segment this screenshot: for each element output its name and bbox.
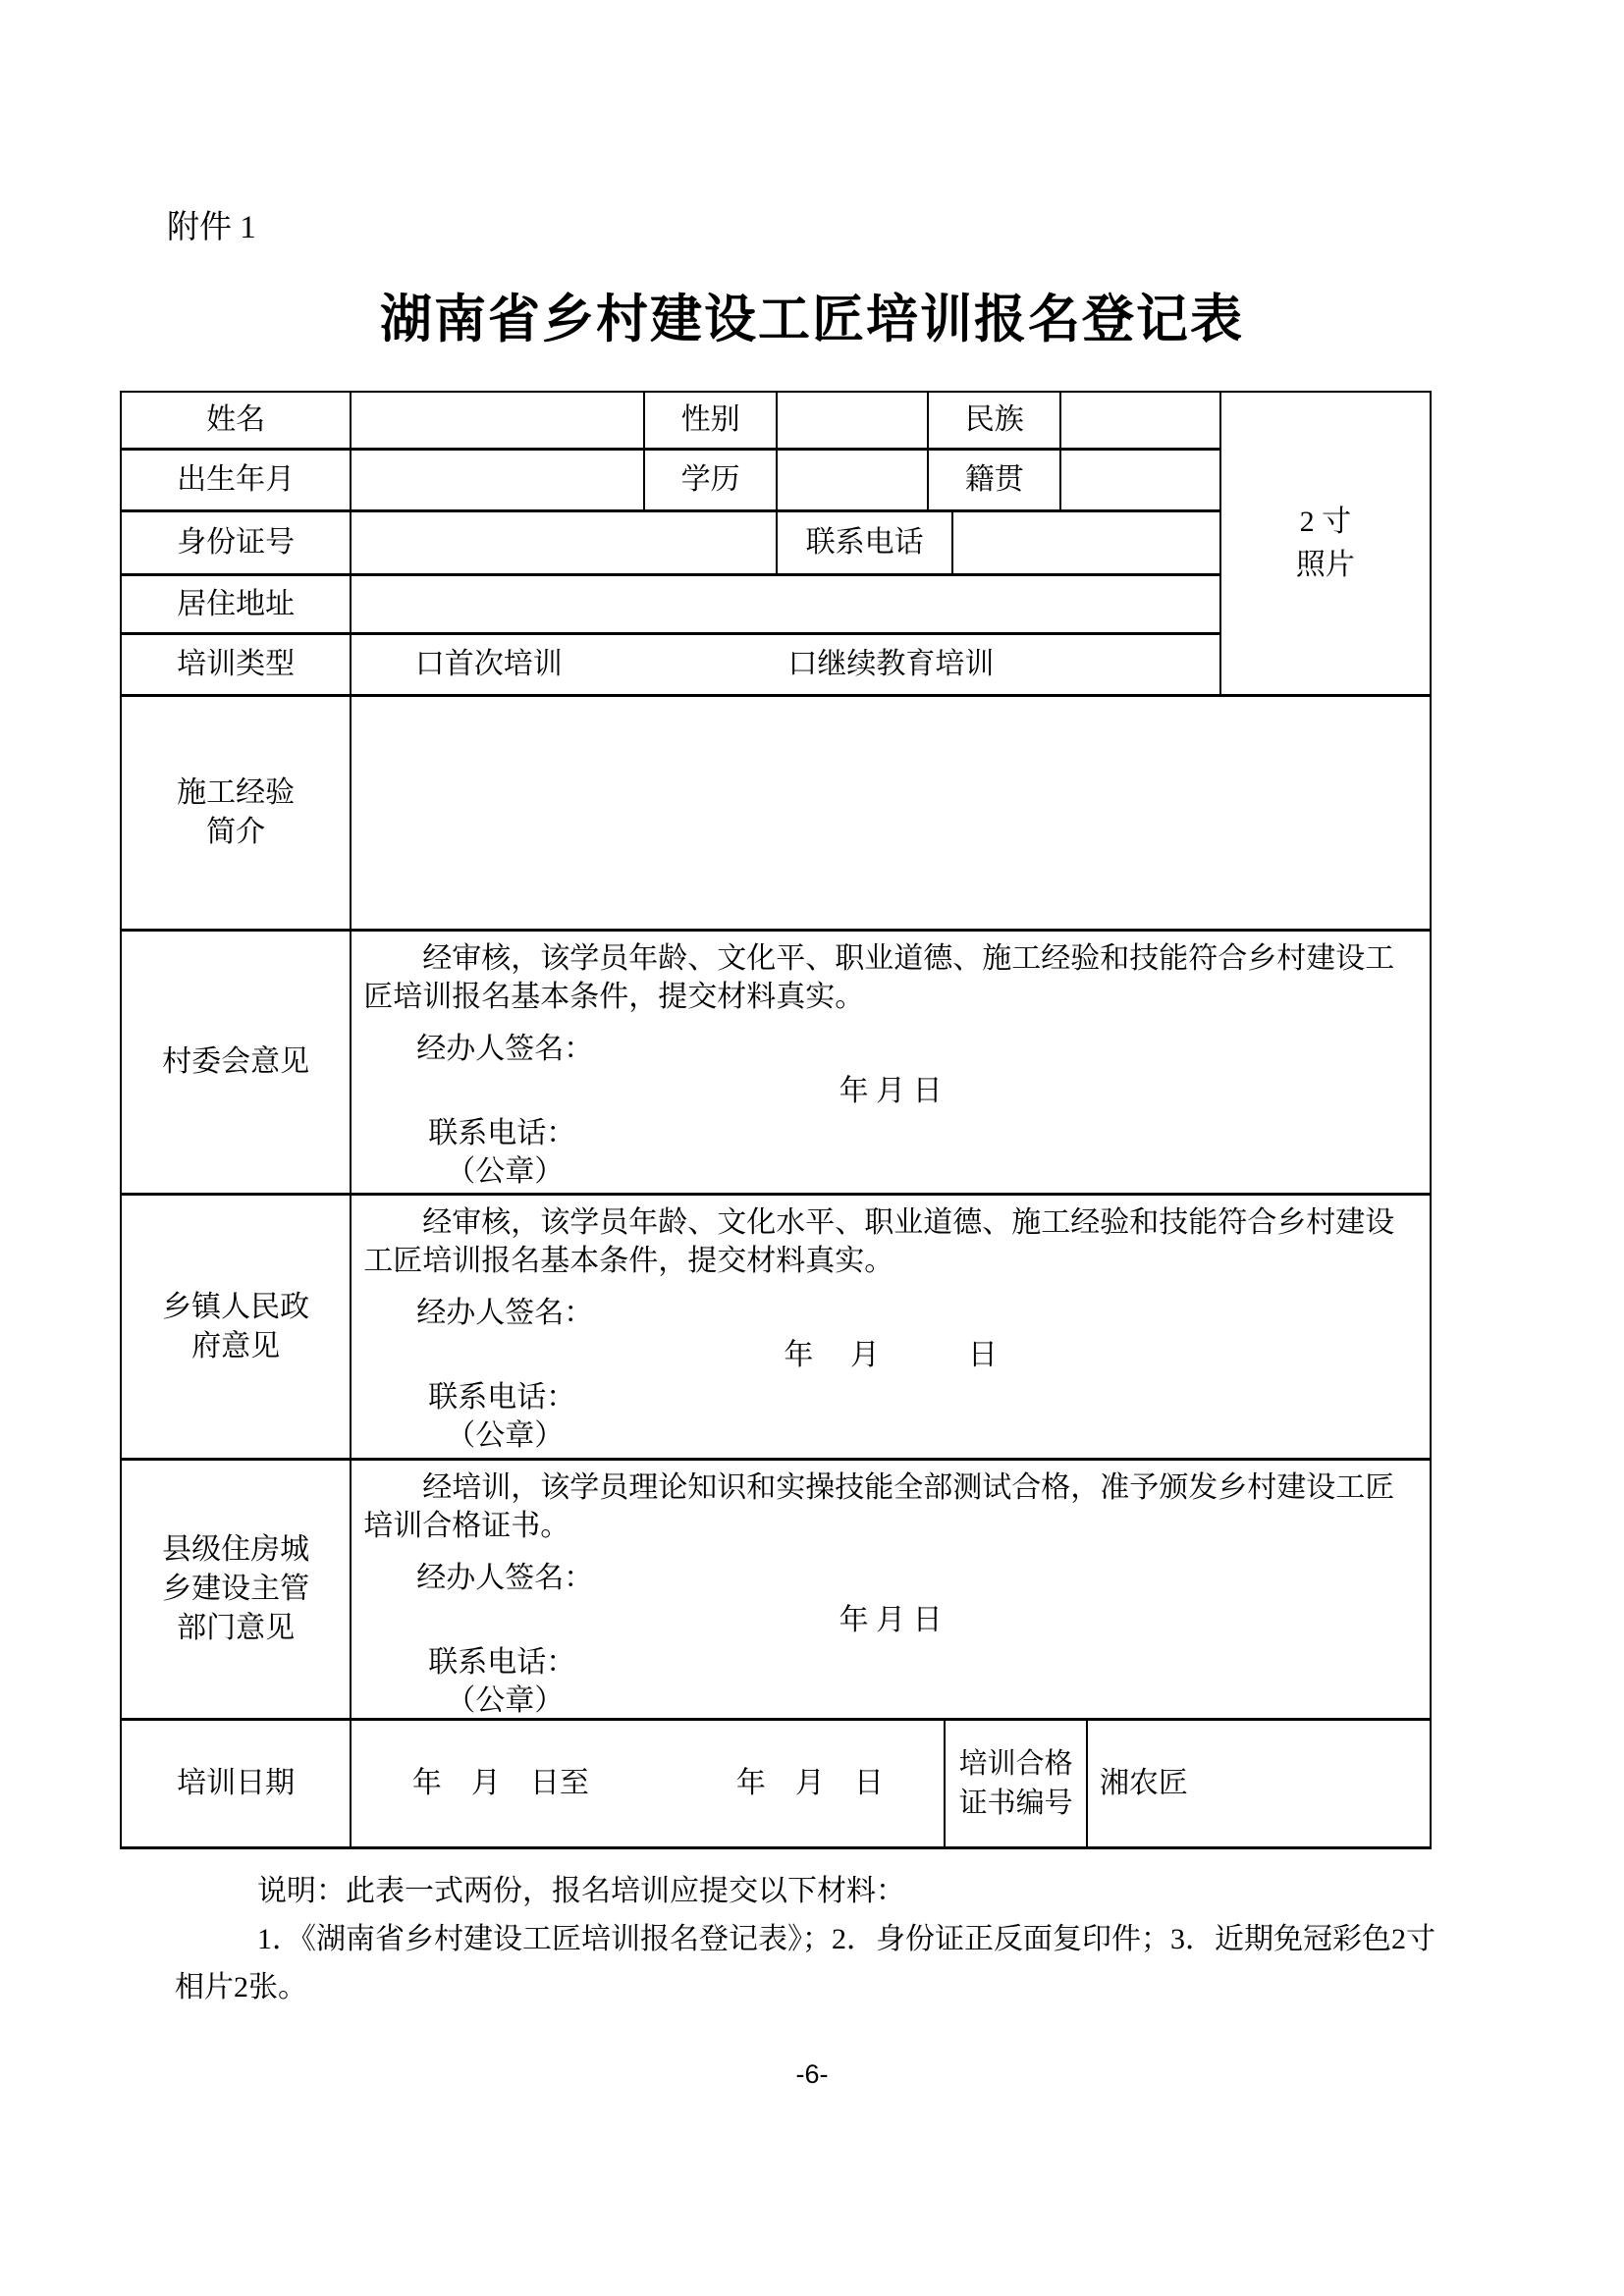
village-committee-label-line1: 村委会意见: [162, 1045, 310, 1078]
township-government-opinion-row: [122, 1196, 1430, 1461]
photo-placeholder-cell: [1219, 393, 1430, 697]
name-value-cell: [350, 393, 643, 448]
name-label-cell: 姓名: [206, 403, 266, 436]
attachment-label: 附件 1: [167, 210, 256, 245]
table-row: [122, 635, 1219, 697]
experience-label-line1: 施工经验: [177, 776, 296, 809]
township-government-label-line2: 府意见: [191, 1329, 281, 1362]
table-row: [122, 393, 1219, 451]
photo-label-line1: 2 寸: [1299, 505, 1352, 538]
certificate-number-label-line1: 培训合格: [958, 1748, 1073, 1780]
training-date-label-cell: 培训日期: [177, 1767, 296, 1799]
village-committee-label-cell: [122, 932, 350, 1193]
native-place-label-cell: 籍贯: [927, 451, 1059, 509]
personal-info-section: [122, 393, 1430, 697]
county-housing-dept-label-line1: 县级住房城: [162, 1533, 310, 1566]
notes-line1: 说明：此表一式两份，报名培训应提交以下材料：: [257, 1875, 905, 1907]
village-committee-phone-label: 联系电话：: [428, 1117, 576, 1149]
village-committee-body-cell: [350, 932, 1430, 1193]
township-government-label-line1: 乡镇人民政: [162, 1290, 310, 1323]
certificate-number-label-line2: 证书编号: [958, 1788, 1073, 1819]
village-committee-seal-label: （公章）: [446, 1155, 565, 1188]
township-government-signer-label: 经办人签名：: [416, 1297, 594, 1329]
address-value-cell: [350, 576, 1218, 632]
county-housing-dept-seal-label: （公章）: [446, 1684, 565, 1717]
training-type-value-cell: [350, 635, 1218, 694]
township-government-date-placeholder: 年 月 日: [784, 1339, 998, 1371]
table-row: [122, 576, 1219, 635]
county-housing-dept-label-line2: 乡建设主管: [162, 1573, 310, 1605]
education-value-cell: [776, 451, 928, 509]
village-committee-opinion-row: [122, 932, 1430, 1196]
village-committee-signer-label: 经办人签名：: [416, 1033, 594, 1065]
experience-label-line2: 简介: [206, 816, 266, 848]
table-row: [122, 451, 1219, 512]
id-number-label-cell: 身份证号: [177, 526, 296, 559]
county-housing-dept-date-placeholder: 年 月 日: [839, 1604, 943, 1636]
certificate-number-label-cell: [944, 1721, 1086, 1846]
ethnicity-label-cell: 民族: [927, 393, 1059, 448]
education-label-cell: 学历: [643, 451, 776, 509]
phone-value-cell: [951, 512, 1218, 573]
county-housing-dept-label-cell: [122, 1461, 350, 1718]
page-title: 湖南省乡村建设工匠培训报名登记表: [380, 292, 1244, 348]
option-first-training: 口首次培训: [414, 648, 563, 680]
township-government-label-cell: [122, 1196, 350, 1458]
phone-label-cell: 联系电话: [776, 512, 951, 573]
county-housing-dept-statement: 经培训，该学员理论知识和实操技能全部测试合格，准予颁发乡村建设工匠培训合格证书。: [363, 1471, 1395, 1542]
gender-label-cell: 性别: [643, 393, 776, 448]
county-housing-dept-body-cell: [350, 1461, 1430, 1718]
training-type-label-cell: 培训类型: [177, 648, 296, 680]
township-government-body-cell: [350, 1196, 1430, 1458]
registration-form-table: [120, 391, 1432, 1849]
certificate-number-value-cell: 湘农匠: [1086, 1721, 1430, 1846]
township-government-seal-label: （公章）: [446, 1419, 565, 1452]
village-committee-date-placeholder: 年 月 日: [839, 1075, 943, 1107]
birth-value-cell: [350, 451, 643, 509]
notes-section: [175, 1867, 1443, 2011]
table-row: [122, 512, 1219, 576]
training-date-row: [122, 1721, 1430, 1846]
experience-label-cell: [122, 697, 350, 929]
experience-value-cell: [350, 697, 1430, 929]
id-number-value-cell: [350, 512, 776, 573]
township-government-statement: 经审核，该学员年龄、文化水平、职业道德、施工经验和技能符合乡村建设工匠培训报名基本条件，提交材料真实。: [363, 1206, 1395, 1277]
address-label-cell: 居住地址: [177, 587, 296, 620]
township-government-phone-label: 联系电话：: [428, 1381, 576, 1414]
option-continuing-education-training: 口继续教育培训: [787, 648, 995, 680]
page-number: -6-: [795, 2059, 829, 2089]
ethnicity-value-cell: [1059, 393, 1219, 448]
gender-value-cell: [776, 393, 928, 448]
county-housing-dept-phone-label: 联系电话：: [428, 1646, 576, 1679]
photo-label-line2: 照片: [1295, 548, 1355, 581]
experience-row: [122, 697, 1430, 932]
training-date-value-cell: 年 月 日至 年 月 日: [350, 1721, 944, 1846]
native-place-value-cell: [1059, 451, 1219, 509]
village-committee-statement: 经审核，该学员年龄、文化平、职业道德、施工经验和技能符合乡村建设工匠培训报名基本条件，提交材料真实。: [363, 942, 1395, 1013]
county-housing-dept-label-line3: 部门意见: [177, 1612, 296, 1644]
birth-label-cell: 出生年月: [177, 463, 296, 496]
notes-line2: 1．《湖南省乡村建设工匠培训报名登记表》；2．身份证正反面复印件；3．近期免冠彩色2寸相片2张。: [175, 1923, 1435, 2003]
county-housing-dept-opinion-row: [122, 1461, 1430, 1721]
county-housing-dept-signer-label: 经办人签名：: [416, 1562, 594, 1594]
